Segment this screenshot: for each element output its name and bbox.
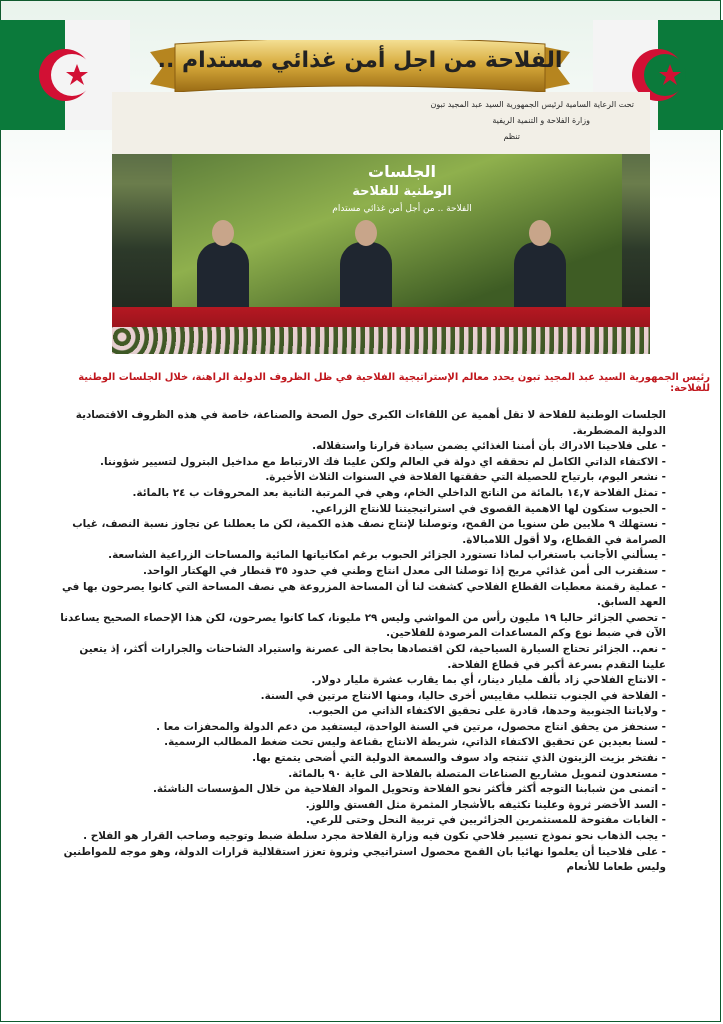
photo-caption: رئيس الجمهورية السيد عبد المجيد تبون يحدد معالم الإستراتيجية الفلاحية في ظل الظروف الدولية الراهنة، خلال الجلسات الوطنية للفلاحة: xyxy=(78,372,710,394)
algerian-flag-left xyxy=(0,20,130,130)
paragraph: - يسألني الأجانب باستغراب لماذا تستورد الجزائر الحبوب برغم امكانياتها المائية والمساحات الزراعية الشاسعة. xyxy=(108,549,666,562)
paragraph: - على فلاحينا الادراك بأن أمننا الغذائي يضمن سيادة قرارنا واستقلاله. xyxy=(312,440,666,453)
paragraph: - اتمنى من شبابنا التوجه أكثر فأكثر نحو الفلاحة وتحويل المواد الفلاحية من خلال المؤسسات الناشئة. xyxy=(152,783,666,796)
paragraph: - سنقترب الى أمن غذائي مريح إذا توصلنا الى معدل انتاج وطني في حدود ٣٥ قنطار في الهكتار الواحد. xyxy=(142,564,666,577)
paragraph: - ولاياتنا الجنوبية وحدها، قادرة على تحقيق الاكتفاء الذاتي من الحبوب. xyxy=(308,705,666,718)
paragraph: - يجب الذهاب نحو نموذج تسيير فلاحي تكون فيه وزارة الفلاحة مجرد سلطة ضبط وتوجيه وصاحب القرار هو الفلاح . xyxy=(83,830,666,843)
photo-header-line: تنظم xyxy=(503,132,520,141)
paragraph: - على فلاحينا أن يعلموا نهائيا بان القمح محصول استراتيجي وثروة تعزز استقلالية قرارات الدولة، وهو موجه للمواطنين وليس طعاما للأنعام xyxy=(63,845,666,874)
photo-header-line: وزارة الفلاحة و التنمية الريفية xyxy=(492,116,590,125)
paragraph: - الانتاج الفلاحي زاد بألف مليار دينار، أي بما يقارب عشرة مليار دولار. xyxy=(311,674,666,687)
paragraph: - نعم.. الجزائر تحتاج السيارة السياحية، لكن اقتصادها بحاجة الى عصرنة واستيراد الشاحنات والجرارات أكثر، إذ يتعين علينا التقدم بسرعة أكبر في قطاع الفلاحة. xyxy=(79,642,666,671)
flower-arrangement xyxy=(112,327,650,354)
banner-title: الفلاحة من اجل أمن غذائي مستدام .. xyxy=(157,48,563,73)
paragraph: - سنحفز من يحقق انتاج محصول، مرتين في السنة الواحدة، ليستفيد من دعم الدولة والمحفزات معا . xyxy=(156,720,666,733)
paragraph: - نستهلك ٩ ملايين طن سنويا من القمح، وتوصلنا لإنتاج نصف هذه الكمية، لكن ما يعطلنا عن تجاوز نسبة النصف، غياب الصرامة في القطاع، ولا أقول اللامبالاة. xyxy=(72,518,666,546)
paragraph: - مستعدون لتمويل مشاريع الصناعات المتصلة بالفلاحة الى غاية ٩٠ بالمائة. xyxy=(288,767,666,780)
paragraph: - تحصي الجزائر حاليا ١٩ مليون رأس من المواشي وليس ٢٩ مليونا، كما كانوا يصرحون، لكن هذا الإحصاء الصحيح يساعدنا الآن في ضبط نوع وكم المساعدات المرصودة للفلاحين. xyxy=(60,611,666,640)
paragraph: - الاكتفاء الذاتي الكامل لم تحققه اي دولة في العالم ولكن علينا فك الارتباط مع مداخيل البترول لتسيير شؤوننا. xyxy=(100,455,666,468)
article-body xyxy=(60,408,666,876)
paragraph: - السد الأخضر ثروة وعلينا تكثيفه بالأشجار المثمرة مثل الفستق واللوز. xyxy=(305,798,666,811)
event-slogan: الفلاحة .. من أجل أمن غذائي مستدام xyxy=(332,204,472,214)
paragraph: - الحبوب ستكون لها الاهمية القصوى في استراتيجيتنا للانتاج الزراعي. xyxy=(311,502,666,515)
paragraph: - تمثل الفلاحة ١٤,٧ بالمائة من الناتج الداخلي الخام، وهي في المرتبة الثانية بعد المحروقات ب ٢٤ بالمائة. xyxy=(132,486,666,499)
event-photo xyxy=(112,92,650,354)
paragraph: الجلسات الوطنية للفلاحة لا تقل أهمية عن اللقاءات الكبرى حول الصحة والصناعة، خاصة في هذه الظروف الاقتصادية الدولية المضطربة. xyxy=(75,409,666,437)
event-title: الجلسات xyxy=(368,162,436,181)
paragraph: - عملية رقمنة معطيات القطاع الفلاحي كشفت لنا أن المساحة المزروعة هي نصف المساحة التي كانوا يصرحون بها في العهد السابق. xyxy=(62,580,666,609)
photo-header-line: تحت الرعاية السامية لرئيس الجمهورية السيد عبد المجيد تبون xyxy=(430,100,634,109)
paragraph: - لسنا بعيدين عن تحقيق الاكتفاء الذاتي، شريطة الانتاج بقناعة وليس تحت ضغط المطالب الرسمية. xyxy=(164,736,666,749)
event-subtitle: الوطنية للفلاحة xyxy=(352,184,452,199)
paragraph: - نفتخر بزيت الزيتون الذي تنتجه واد سوف والسمعة الدولية التي أضحى يتمتع بها. xyxy=(252,752,666,765)
photo-header-strip xyxy=(112,92,650,154)
paragraph: - الغابات مفتوحة للمستثمرين الجزائريين في تربية النحل وحتى للرعي. xyxy=(306,814,666,827)
paragraph: - نشعر اليوم، بارتياح للحصيلة التي حققتها الفلاحة في السنوات الثلاث الأخيرة. xyxy=(265,471,666,484)
paragraph: - الفلاحة في الجنوب تتطلب مقاييس أخرى حاليا، ومنها الانتاج مرتين في السنة. xyxy=(260,689,666,702)
